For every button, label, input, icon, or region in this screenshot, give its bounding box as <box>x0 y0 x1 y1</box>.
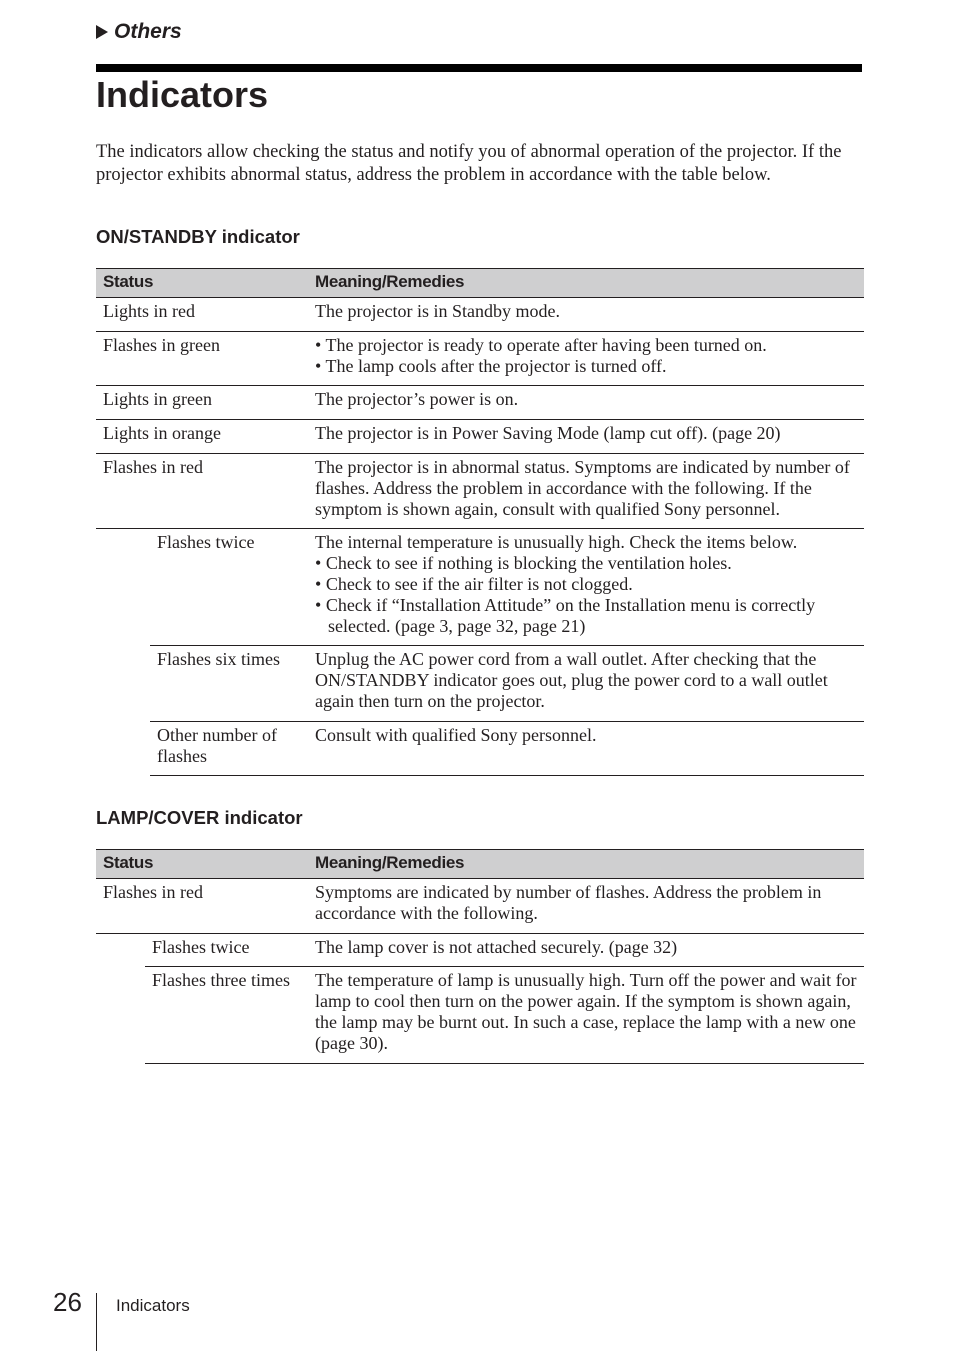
header-meaning: Meaning/Remedies <box>315 269 864 298</box>
bullet-item: • Check to see if the air filter is not clogged. <box>315 573 633 594</box>
meaning-cell: Unplug the AC power cord from a wall outlet. After checking that the ON/STANDBY indicator goes out, plug the power cord to a wall outlet again then turn on the projector. <box>315 646 864 721</box>
breadcrumb-label: Others <box>114 20 182 43</box>
meaning-cell: The projector is in abnormal status. Symptoms are indicated by number of flashes. Address the problem in accordance with the following. If the symptom is shown again, consult with qualified Sony personnel. <box>315 453 864 528</box>
bullet-item: • Check if “Installation Attitude” on the Installation menu is correctly selected. (page 3, page 32, page 21) <box>315 594 816 636</box>
meaning-cell: The projector’s power is on. <box>315 386 864 420</box>
status-cell: Flashes in red <box>96 879 315 934</box>
table-subrow <box>96 933 864 967</box>
status-cell: Flashes twice <box>145 933 315 967</box>
on-standby-table <box>96 268 864 776</box>
table-row <box>96 331 864 386</box>
status-cell: Flashes in red <box>96 453 315 528</box>
meaning-cell <box>315 331 864 386</box>
footer-divider <box>96 1293 97 1351</box>
status-cell: Lights in red <box>96 298 315 332</box>
table-subrow <box>96 529 864 646</box>
table-row <box>96 453 864 528</box>
triangle-right-icon <box>96 25 108 39</box>
header-meaning: Meaning/Remedies <box>315 850 864 879</box>
meaning-cell: The internal temperature is unusually high. Check the items below. • Check to see if nothing is blocking the ventilation holes. • Check to see if the air filter is not clogged. • Check if “Installation Attitude” on the Installation menu is correctly selected. (page 3, page 32, page 21) <box>315 529 864 646</box>
footer-section-label: Indicators <box>116 1296 190 1315</box>
page-title: Indicators <box>96 74 269 115</box>
meaning-cell: Consult with qualified Sony personnel. <box>315 721 864 776</box>
table-row <box>96 386 864 420</box>
meaning-cell: The temperature of lamp is unusually high. Turn off the power and wait for lamp to cool then turn on the power again. If the symptom is shown again, the lamp may be burnt out. In such a case, replace the lamp with a new one (page 30). <box>315 967 864 1063</box>
table-row <box>96 420 864 454</box>
lamp-cover-table <box>96 849 864 1064</box>
lamp-cover-heading: LAMP/COVER indicator <box>96 807 303 828</box>
status-cell: Flashes three times <box>145 967 315 1063</box>
table-row <box>96 298 864 332</box>
status-cell: Lights in green <box>96 386 315 420</box>
intro-paragraph: The indicators allow checking the status and notify you of abnormal operation of the projector. If the projector exhibits abnormal status, address the problem in accordance with the table below. <box>96 142 842 185</box>
page-number: 26 <box>53 1287 82 1317</box>
status-cell: Lights in orange <box>96 420 315 454</box>
bullet-item: • The lamp cools after the projector is turned off. <box>315 355 667 376</box>
header-status: Status <box>96 850 315 879</box>
table-subrow <box>96 646 864 721</box>
meaning-cell: Symptoms are indicated by number of flashes. Address the problem in accordance with the following. <box>315 879 864 934</box>
bullet-item: • Check to see if nothing is blocking the ventilation holes. <box>315 553 732 574</box>
status-cell: Flashes in green <box>96 331 315 386</box>
status-cell: Other number of flashes <box>150 721 315 776</box>
meaning-cell: The projector is in Standby mode. <box>315 298 864 332</box>
table-row <box>96 879 864 934</box>
on-standby-heading: ON/STANDBY indicator <box>96 226 300 247</box>
table-subrow <box>96 967 864 1063</box>
bullet-item: • The projector is ready to operate after having been turned on. <box>315 334 767 355</box>
table-subrow <box>96 721 864 776</box>
meaning-cell: The projector is in Power Saving Mode (lamp cut off). (page 20) <box>315 420 864 454</box>
meaning-cell: The lamp cover is not attached securely. (page 32) <box>315 933 864 967</box>
title-rule <box>96 64 862 72</box>
header-status: Status <box>96 269 315 298</box>
status-cell: Flashes six times <box>150 646 315 721</box>
breadcrumb <box>96 19 182 45</box>
status-cell: Flashes twice <box>150 529 315 646</box>
